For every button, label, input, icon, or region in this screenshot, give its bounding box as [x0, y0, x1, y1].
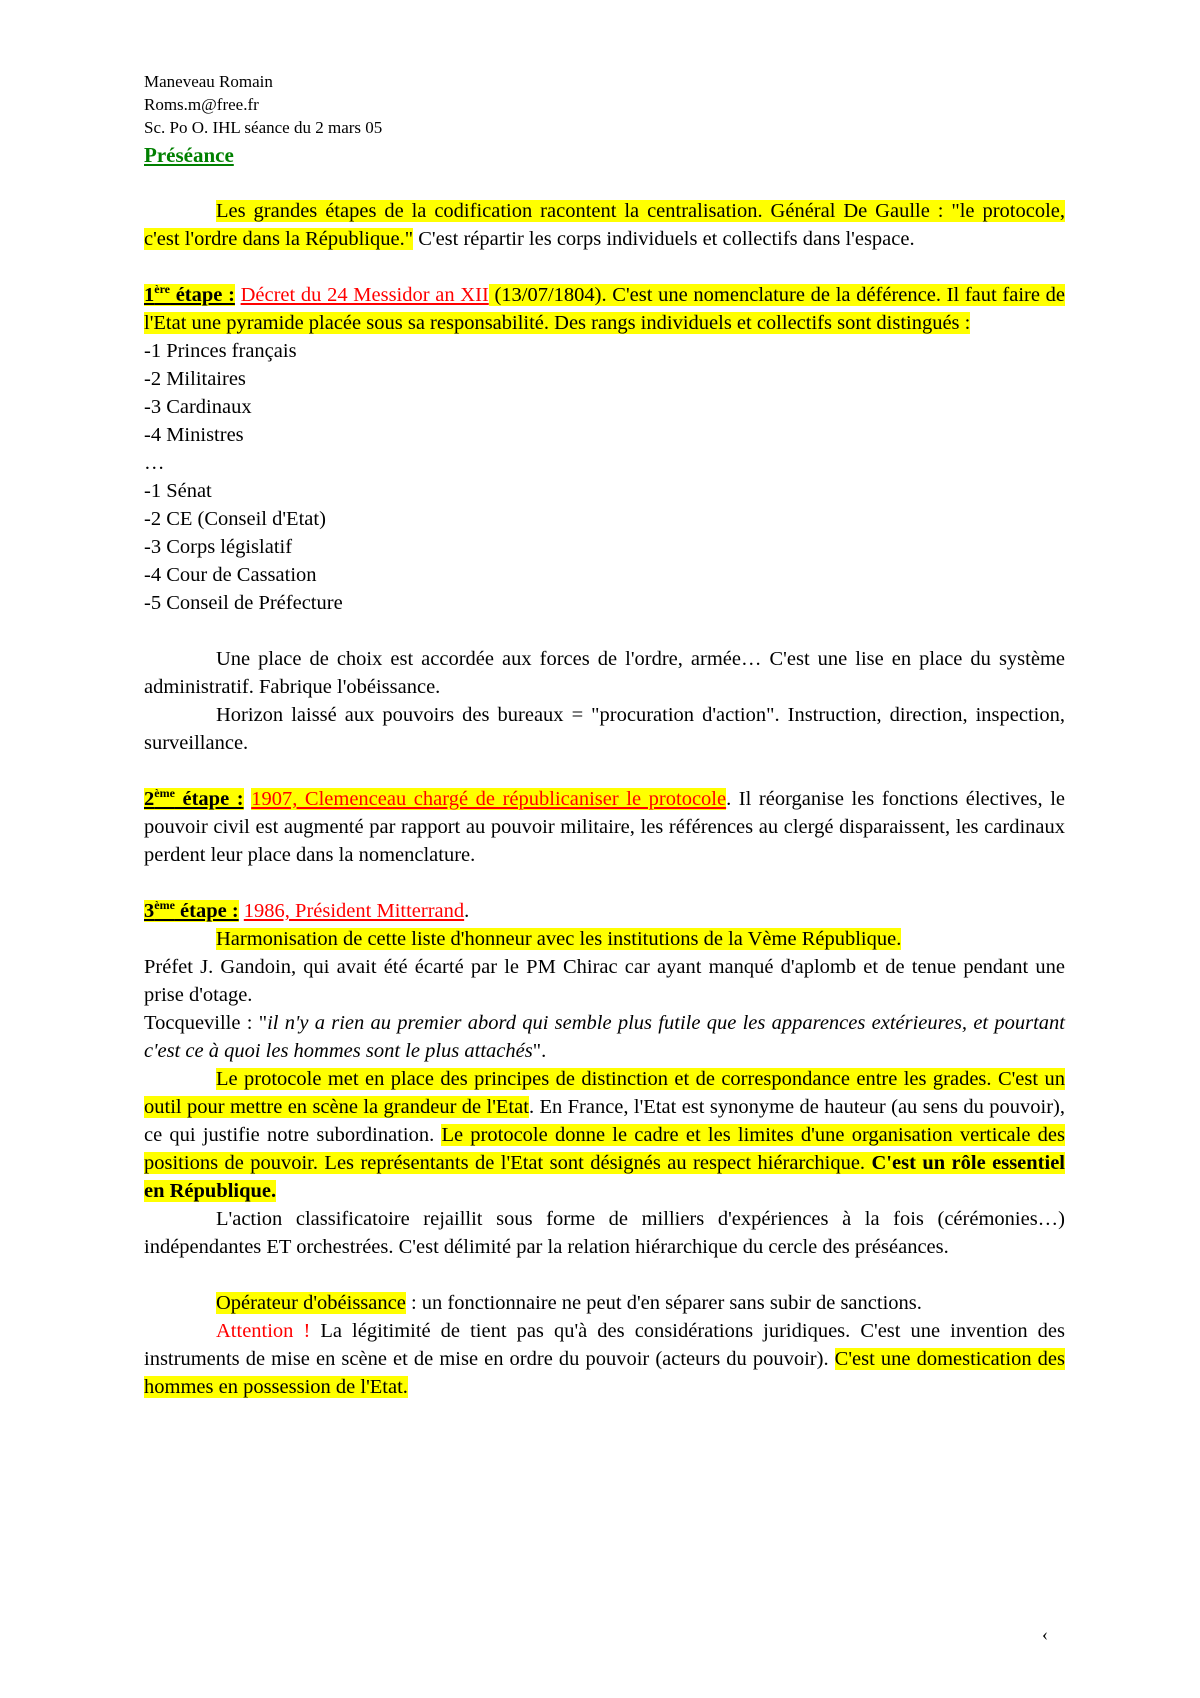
tocqueville-quote: Tocqueville : "il n'y a rien au premier abord qui semble plus futile que les apparences extérieures, et pourtant c'est ce à quoi les hommes sont le plus attachés".: [144, 1012, 1065, 1062]
etape1-para1: Une place de choix est accordée aux forces de l'ordre, armée… C'est une lise en place du système administratif. Fabrique l'obéissance.: [144, 648, 1065, 698]
etape1-label: 1ère étape :: [144, 282, 235, 306]
spacer: [144, 757, 1065, 785]
attention-label: Attention !: [216, 1320, 311, 1342]
protocole-paragraph: Le protocole met en place des principes de distinction et de correspondance entre les grades. C'est un outil pour mettre en scène la grandeur de l'Etat. En France, l'Etat est synonyme de hauteur (au sens du pouvoir), ce qui justifie notre subordination. Le protocole donne le cadre et les limites d'une organisation verticale des positions de pouvoir. Les représentants de l'Etat sont désignés au respect hiérarchique. C'est un rôle essentiel en République.: [144, 1068, 1066, 1202]
list-item: -2 Militaires: [144, 368, 246, 390]
spacer: [144, 617, 1065, 645]
intro-highlight: Les grandes étapes de la codification racontent la centralisation. Général De Gaulle : "le protocole, c'est l'ordre dans la République.": [144, 200, 1065, 250]
page-mark: ‹: [1042, 1624, 1048, 1644]
spacer: [144, 869, 1065, 897]
spacer: [144, 169, 1065, 197]
etape1-list-1: [144, 337, 1065, 477]
etape1-text: (13/07/1804). C'est une nomenclature de la déférence. Il faut faire de l'Etat une pyramide placée sous sa responsabilité. Des rangs individuels et collectifs sont distingués :: [144, 284, 1065, 334]
etape3-reference: 1986, Président Mitterrand: [243, 900, 465, 922]
list-item: -4 Cour de Cassation: [144, 564, 317, 586]
list-item: -2 CE (Conseil d'Etat): [144, 508, 326, 530]
author-name: Maneveau Romain: [144, 72, 273, 91]
operateur-paragraph: Opérateur d'obéissance : un fonctionnaire ne peut d'en séparer sans subir de sanctions.: [216, 1292, 922, 1314]
list-item: -1 Princes français: [144, 340, 297, 362]
spacer: [144, 1261, 1065, 1289]
list-item: -4 Ministres: [144, 424, 244, 446]
list-item: -3 Corps législatif: [144, 536, 293, 558]
etape3-harmonisation: Harmonisation de cette liste d'honneur avec les institutions de la Vème République.: [216, 928, 902, 950]
attention-paragraph: Attention ! La légitimité de tient pas qu'à des considérations juridiques. C'est une invention des instruments de mise en scène et de mise en ordre du pouvoir (acteurs du pouvoir). C'est une domestication des hommes en possession de l'Etat.: [144, 1320, 1066, 1398]
list-item: …: [144, 452, 165, 474]
etape1-list-2: [144, 477, 1065, 617]
author-email: Roms.m@free.fr: [144, 95, 259, 114]
list-item: -5 Conseil de Préfecture: [144, 592, 343, 614]
intro-paragraph: [144, 197, 1065, 253]
document-title: Préséance: [144, 143, 234, 167]
etape1-reference: Décret du 24 Messidor an XII: [240, 284, 489, 306]
etape3-label: 3ème étape :: [144, 898, 239, 922]
etape1-para2: Horizon laissé aux pouvoirs des bureaux = "procuration d'action". Instruction, direction, inspection, surveillance.: [144, 704, 1065, 754]
etape2-label: 2ème étape :: [144, 786, 244, 810]
etape2-paragraph: [144, 785, 1065, 869]
etape3-prefet: Préfet J. Gandoin, qui avait été écarté par le PM Chirac car ayant manqué d'aplomb et de tenue pendant une prise d'otage.: [144, 956, 1065, 1006]
action-paragraph: L'action classificatoire rejaillit sous forme de milliers d'expériences à la fois (cérémonies…) indépendantes ET orchestrées. C'est délimité par la relation hiérarchique du cercle des préséances.: [144, 1208, 1065, 1258]
etape3-heading: 3ème étape : 1986, Président Mitterrand.: [144, 898, 470, 922]
etape2-reference: 1907, Clemenceau chargé de républicaniser le protocole: [251, 788, 727, 810]
etape1-paragraph: [144, 281, 1065, 337]
document-content: [144, 70, 1065, 1401]
etape2-text: . Il réorganise les fonctions électives, le pouvoir civil est augmenté par rapport au pouvoir militaire, les références au clergé disparaissent, les cardinaux perdent leur place dans la nomenclature.: [144, 788, 1065, 866]
spacer: [144, 253, 1065, 281]
course-info: Sc. Po O. IHL séance du 2 mars 05: [144, 118, 383, 137]
list-item: -3 Cardinaux: [144, 396, 252, 418]
intro-rest: C'est répartir les corps individuels et collectifs dans l'espace.: [413, 228, 915, 250]
list-item: -1 Sénat: [144, 480, 212, 502]
